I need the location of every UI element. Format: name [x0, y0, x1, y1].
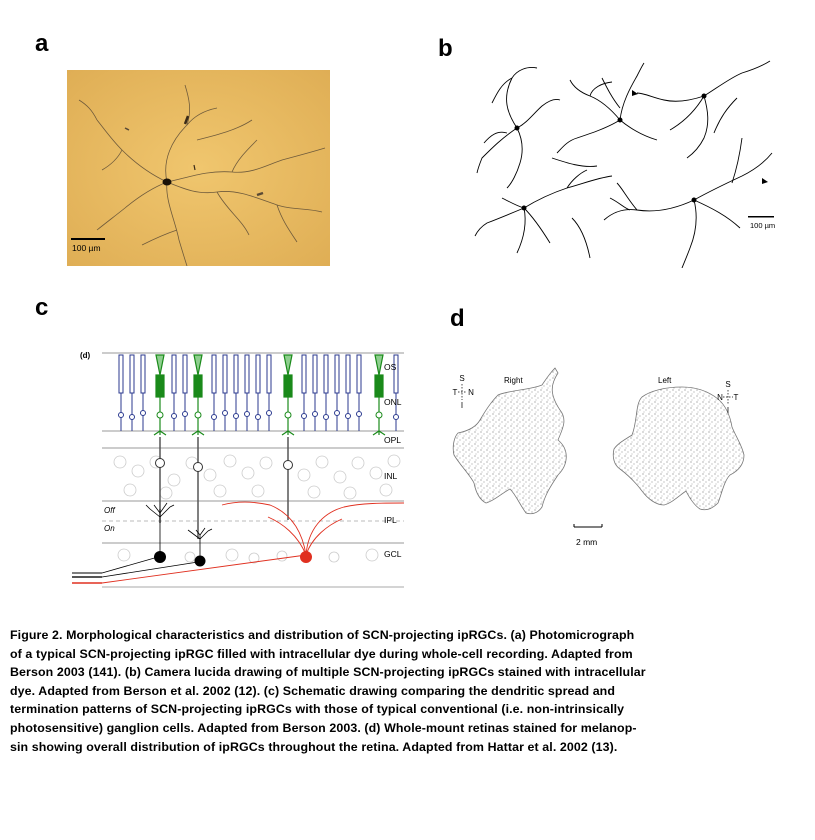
scale-label-b: 100 µm	[750, 221, 776, 230]
retina-wholemount-image	[450, 365, 755, 550]
layer-label-gcl: GCL	[384, 549, 402, 559]
caption-line-4: dye. Adapted from Berson et al. 2002 (12). (c) Schematic drawing comparing the dendritic spread and	[10, 683, 616, 698]
camera-lucida-drawing	[472, 58, 780, 268]
panel-a-photomicrograph	[67, 70, 330, 266]
svg-text:N: N	[717, 393, 723, 402]
svg-text:I: I	[460, 401, 464, 410]
sublayer-label-off: Off	[104, 506, 115, 515]
scale-label-d: 2 mm	[576, 537, 598, 547]
inset-label: (d)	[80, 351, 91, 360]
orientation-compass-right	[453, 374, 475, 410]
scale-bar-b	[748, 216, 774, 218]
svg-text:T: T	[733, 393, 739, 402]
left-retina	[613, 387, 744, 510]
caption-line-7: sin showing overall distribution of ipRGCs throughout the retina. Adapted from Hattar et al. 2002 (13).	[10, 739, 618, 754]
label-left: Left	[658, 376, 672, 385]
layer-label-onl: ONL	[384, 397, 402, 407]
scale-label-a: 100 µm	[72, 243, 101, 253]
panel-d-whole-mount-retinas	[450, 365, 755, 550]
panel-b-letter: b	[438, 35, 453, 62]
caption-line-5: termination patterns of SCN-projecting ipRGCs with those of typical conventional (i.e. non-intrinsically	[10, 702, 625, 717]
caption-line-2: of a typical SCN-projecting ipRGC filled with intracellular dye during whole-cell recording. Adapted from	[10, 646, 633, 661]
svg-text:T: T	[452, 388, 458, 397]
layer-label-os: OS	[384, 362, 397, 372]
scale-bar-a	[71, 238, 105, 240]
soma	[515, 126, 520, 131]
caption-line-3: Berson 2003 (141). (b) Camera lucida drawing of multiple SCN-projecting ipRGCs stained with intracellular	[10, 665, 646, 680]
panel-c-letter: c	[35, 294, 49, 321]
figure-caption	[10, 626, 805, 756]
svg-text:S: S	[459, 374, 465, 383]
iprgc-soma	[300, 551, 312, 563]
retinal-layers-diagram	[72, 345, 412, 590]
panel-a-letter: a	[35, 30, 49, 57]
cell-body	[163, 179, 172, 186]
layer-label-ipl: IPL	[384, 515, 397, 525]
svg-text:I: I	[726, 406, 730, 415]
ganglion-soma-on	[195, 556, 206, 567]
scale-bar-d	[574, 524, 602, 527]
svg-text:N: N	[468, 388, 474, 397]
caption-line-1: Figure 2. Morphological characteristics and distribution of SCN-projecting ipRGCs. (a) Photomicrograph	[10, 628, 635, 642]
sublayer-label-on: On	[104, 524, 115, 533]
label-right: Right	[504, 376, 523, 385]
caption-line-6: photosensitive) ganglion cells. Adapted from Berson 2003. (d) Whole-mount retinas stained for melanop-	[10, 720, 637, 735]
ganglion-soma-off	[154, 551, 166, 563]
panel-d-letter: d	[450, 305, 465, 332]
layer-label-opl: OPL	[384, 435, 402, 445]
photomicrograph-image	[67, 70, 330, 266]
layer-label-inl: INL	[384, 471, 398, 481]
panel-c-retinal-schematic	[72, 345, 412, 590]
conventional-ganglion-cells	[102, 503, 212, 577]
svg-text:S: S	[725, 380, 731, 389]
panel-b-camera-lucida	[472, 58, 780, 268]
